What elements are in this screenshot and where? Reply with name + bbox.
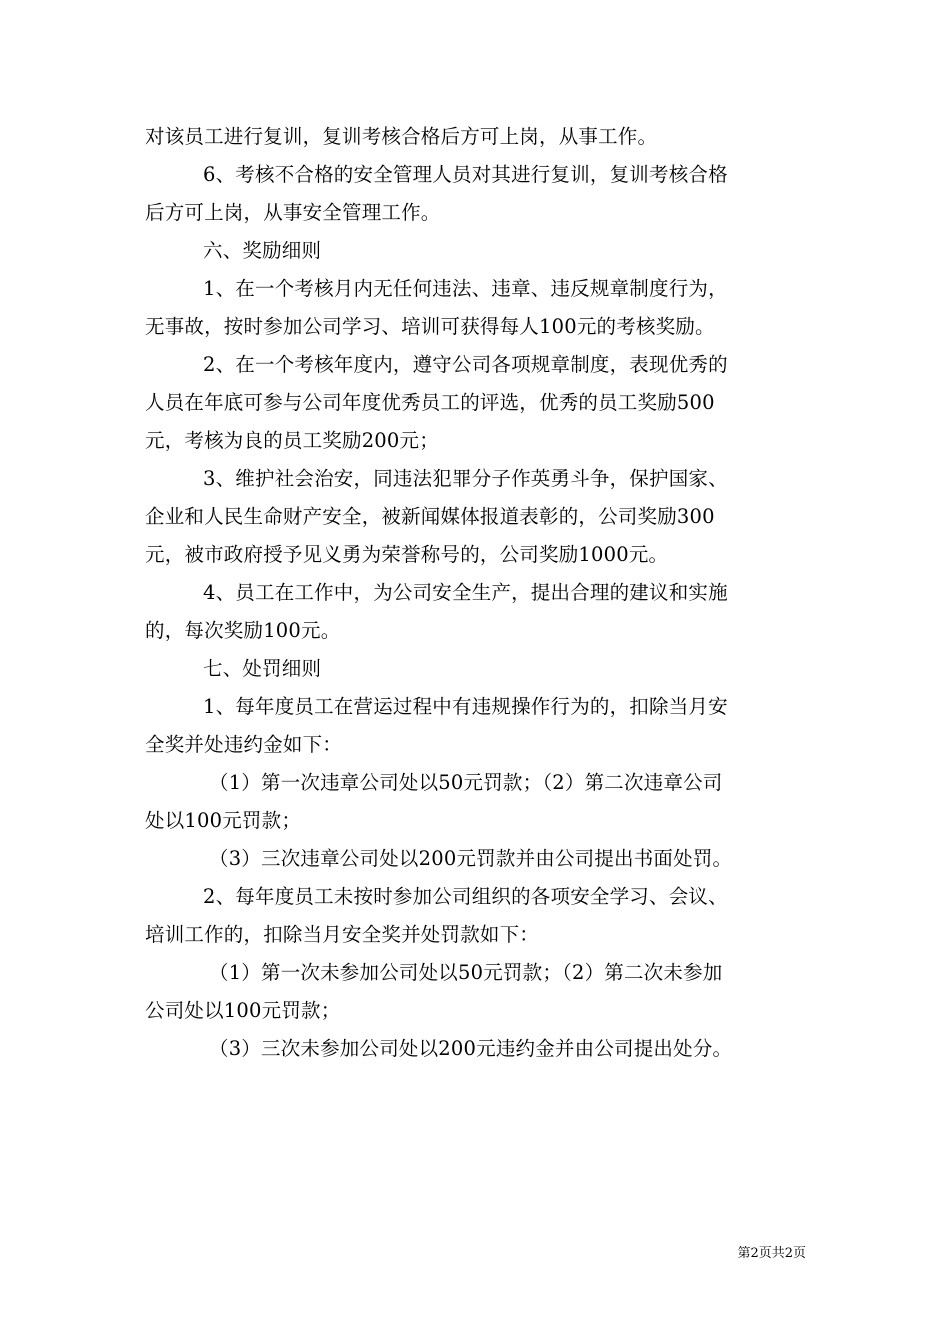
paragraph-line: 元，被市政府授予见义勇为荣誉称号的，公司奖励1000元。 <box>145 543 669 566</box>
paragraph-line: 培训工作的，扣除当月安全奖并处罚款如下： <box>145 923 540 946</box>
paragraph-line: 全奖并处违约金如下： <box>145 733 343 756</box>
paragraph-line: 对该员工进行复训，复训考核合格后方可上岗，从事工作。 <box>145 125 658 148</box>
paragraph-line: （3）三次未参加公司处以200元违约金并由公司提出处分。 <box>209 1037 733 1060</box>
paragraph-line: 1、在一个考核月内无任何违法、违章、违反规章制度行为， <box>203 277 728 300</box>
paragraph-line: 2、在一个考核年度内，遵守公司各项规章制度，表现优秀的 <box>203 353 728 376</box>
page-number-footer: 第2页共2页 <box>737 1246 806 1261</box>
paragraph-line: 的，每次奖励100元。 <box>145 619 341 642</box>
paragraph-line: （1）第一次违章公司处以50元罚款；（2）第二次违章公司 <box>209 771 723 794</box>
document-body <box>145 118 805 1068</box>
paragraph-line: 3、维护社会治安，同违法犯罪分子作英勇斗争，保护国家、 <box>203 467 728 490</box>
paragraph-line: 6、考核不合格的安全管理人员对其进行复训，复训考核合格 <box>203 163 728 186</box>
section-heading: 七、处罚细则 <box>203 657 322 680</box>
paragraph-line: 2、每年度员工未按时参加公司组织的各项安全学习、会议、 <box>203 885 728 908</box>
paragraph-line: 后方可上岗，从事安全管理工作。 <box>145 201 441 224</box>
paragraph-line: （3）三次违章公司处以200元罚款并由公司提出书面处罚。 <box>209 847 733 870</box>
paragraph-line: 公司处以100元罚款； <box>145 999 341 1022</box>
paragraph-line: 处以100元罚款； <box>145 809 302 832</box>
paragraph-line: 人员在年底可参与公司年度优秀员工的评选，优秀的员工奖励500 <box>145 391 715 414</box>
paragraph-line: （1）第一次未参加公司处以50元罚款；（2）第二次未参加 <box>209 961 723 984</box>
paragraph-line: 企业和人民生命财产安全，被新闻媒体报道表彰的，公司奖励300 <box>145 505 715 528</box>
paragraph-line: 无事故，按时参加公司学习、培训可获得每人100元的考核奖励。 <box>145 315 715 338</box>
paragraph-line: 4、员工在工作中，为公司安全生产，提出合理的建议和实施 <box>203 581 728 604</box>
section-heading: 六、奖励细则 <box>203 239 322 262</box>
paragraph-line: 元，考核为良的员工奖励200元； <box>145 429 439 452</box>
paragraph-line: 1、每年度员工在营运过程中有违规操作行为的，扣除当月安 <box>203 695 728 718</box>
